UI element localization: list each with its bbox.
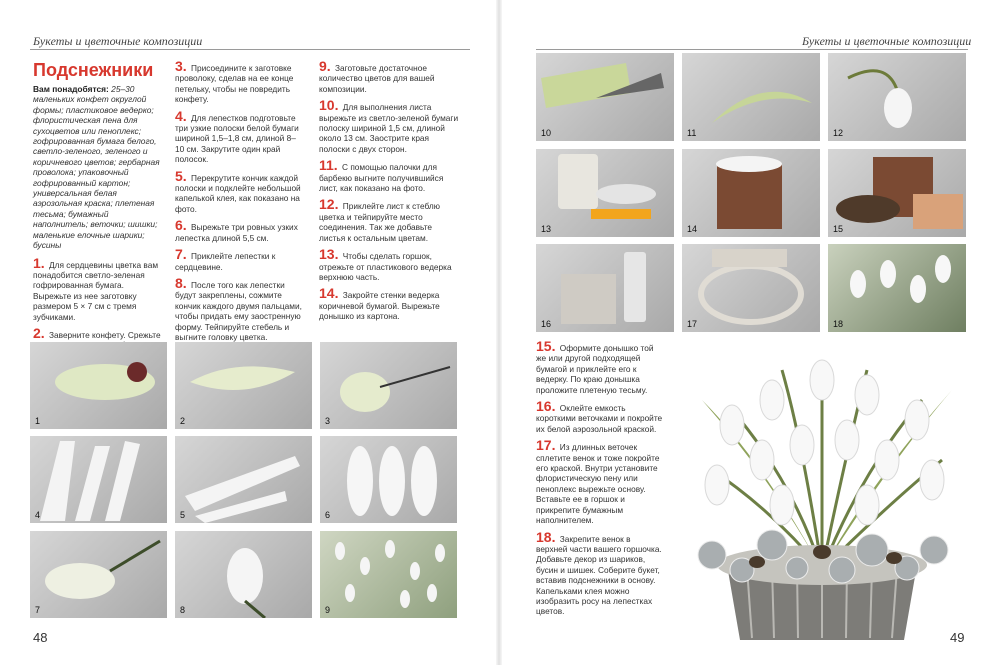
photo-step-7 bbox=[30, 531, 167, 618]
step-text: С помощью палочки для барбекю выгните получившийся лист, как показано на фото. bbox=[319, 162, 444, 194]
photo-step-10 bbox=[536, 53, 674, 141]
step-16 bbox=[536, 400, 664, 434]
photo-step-6 bbox=[320, 436, 457, 523]
step-text: Заготовьте достаточное количество цветов для вашей композиции. bbox=[319, 63, 435, 94]
step-number: 13. bbox=[319, 246, 339, 263]
step-text: Вырежьте три ровных узких лепестка длиной 5,5 см. bbox=[175, 222, 298, 243]
article-title: Подснежники bbox=[33, 60, 154, 80]
step-number: 1. bbox=[33, 254, 45, 271]
step-10 bbox=[319, 99, 459, 154]
step-15 bbox=[536, 340, 664, 395]
step-text: Для сердцевины цветка вам понадобится светло-зеленая гофрированная бумага. Вырежьте из нее заготовку размером 5 × 7 см с тремя зубчиками. bbox=[33, 259, 159, 322]
step-text: Для выполнения листа вырежьте из светло-зеленой бумаги полоску шириной 1,5 см, длиной около 13 см. Заострите края полоски с двух сторон. bbox=[319, 102, 459, 154]
photo-step-2 bbox=[175, 342, 312, 429]
materials-list bbox=[33, 84, 161, 251]
photo-step-1 bbox=[30, 342, 167, 429]
photo-number: 3 bbox=[325, 416, 331, 426]
header-rule-right bbox=[536, 49, 968, 50]
photo-step-8 bbox=[175, 531, 312, 618]
photo-step-13 bbox=[536, 149, 674, 237]
step-7 bbox=[175, 248, 303, 272]
step-number: 7. bbox=[175, 246, 187, 263]
photo-step-12 bbox=[828, 53, 966, 141]
step-9 bbox=[319, 60, 459, 94]
materials-text: 25–30 маленьких конфет округлой формы; пластиковое ведерко; флористическая пена для сухоцветов или пеноплекс; гофрированная бумага белого, светло-зеленого, зеленого и коричневого цветов; гербарная проволока; упаковочный гофрированный картон; универсальная белая аэрозольная краска; плетеная тесьма; бумажный наполнитель; веточки; шишки; маленькие елочные шарики; бусины bbox=[33, 84, 160, 251]
step-number: 15. bbox=[536, 338, 556, 354]
photo-number: 17 bbox=[687, 319, 698, 329]
running-header-left: Букеты и цветочные композиции bbox=[33, 34, 203, 48]
photo-number: 4 bbox=[35, 510, 41, 520]
page-number-right: 49 bbox=[950, 630, 965, 645]
step-text: Перекрутите кончик каждой полоски и подклейте небольшой капелькой клея, как показано на фото. bbox=[175, 172, 301, 214]
step-text: Оформите донышко той же или другой подходящей бумагой и приклейте его к ведерку. По краю донышка проложите плетеную тесьму. bbox=[536, 343, 654, 395]
step-number: 2. bbox=[33, 324, 45, 341]
step-number: 9. bbox=[319, 58, 331, 74]
photo-number: 8 bbox=[180, 605, 186, 615]
step-3 bbox=[175, 60, 303, 105]
photo-step-3 bbox=[320, 342, 457, 429]
photo-step-5 bbox=[175, 436, 312, 523]
step-number: 14. bbox=[319, 285, 339, 302]
step-number: 17. bbox=[536, 437, 556, 454]
step-text: Закройте стенки ведерка коричневой бумагой. Вырежьте донышко из картона. bbox=[319, 290, 440, 322]
step-number: 8. bbox=[175, 274, 187, 291]
step-number: 11. bbox=[319, 157, 338, 174]
step-text: Приклейте лепестки к сердцевине. bbox=[175, 251, 276, 272]
running-header-right: Букеты и цветочные композиции bbox=[802, 34, 972, 48]
column-1 bbox=[33, 84, 161, 372]
photo-number: 13 bbox=[541, 224, 552, 234]
photo-number: 12 bbox=[833, 128, 844, 138]
page-number-left: 48 bbox=[33, 630, 48, 645]
photo-number: 5 bbox=[180, 510, 186, 520]
materials-label: Вам понадобятся: bbox=[33, 84, 109, 94]
photo-number: 15 bbox=[833, 224, 844, 234]
step-8 bbox=[175, 274, 303, 342]
step-number: 5. bbox=[175, 167, 187, 184]
step-text: Присоедините к заготовке проволоку, сделав на ее конце петельку, чтобы не повредить конфету. bbox=[175, 63, 294, 105]
step-number: 4. bbox=[175, 107, 187, 124]
step-12 bbox=[319, 198, 459, 243]
photo-number: 6 bbox=[325, 510, 331, 520]
photo-number: 16 bbox=[541, 319, 552, 329]
step-text: Оклейте емкость короткими веточками и покройте их белой аэрозольной краской. bbox=[536, 403, 663, 434]
photo-number: 11 bbox=[687, 128, 697, 138]
photo-step-11 bbox=[682, 53, 820, 141]
step-number: 16. bbox=[536, 398, 556, 415]
photo-number: 2 bbox=[180, 416, 186, 426]
step-13 bbox=[319, 248, 459, 282]
step-18 bbox=[536, 528, 664, 617]
step-text: Заверните конфету. Срежьте bbox=[49, 329, 161, 340]
step-text: После того как лепестки будут закреплены, сожмите кончик каждого двумя пальцами, чтобы придать ему заостренную форму. Тейпируйте стебель и выгните головку цветка. bbox=[175, 279, 302, 342]
step-number: 10. bbox=[319, 97, 339, 114]
step-text: Из длинных веточек сплетите венок и тоже покройте его краской. Внутри установите флористическую пену или пеноплекс вырежьте основу. Вставьте ее в горшок и прикрепите бумажным наполнителем. bbox=[536, 442, 660, 526]
step-text: Закрепите венок в верхней части вашего горшочка. Добавьте декор из шариков, бусин и шишек. Соберите букет, вставив подснежники в основу. Капельками клея можно изобразить росу на лепестках цветов. bbox=[536, 533, 662, 617]
step-text: Чтобы сделать горшок, отрежьте от пластикового ведерка верхнюю часть. bbox=[319, 251, 452, 282]
step-number: 12. bbox=[319, 196, 339, 213]
step-17 bbox=[536, 439, 664, 525]
photo-step-17 bbox=[682, 244, 820, 332]
step-5 bbox=[175, 167, 303, 215]
photo-number: 14 bbox=[687, 224, 698, 234]
photo-number: 9 bbox=[325, 605, 331, 615]
finished-bouquet-image bbox=[672, 340, 972, 650]
photo-step-14 bbox=[682, 149, 820, 237]
column-3 bbox=[319, 60, 459, 322]
step-number: 6. bbox=[175, 217, 187, 234]
step-4 bbox=[175, 107, 303, 165]
header-rule-left bbox=[30, 49, 470, 50]
photo-step-4 bbox=[30, 436, 167, 523]
photo-number: 1 bbox=[35, 416, 41, 426]
photo-step-18 bbox=[828, 244, 966, 332]
photo-number: 18 bbox=[833, 319, 844, 329]
photo-number: 10 bbox=[541, 128, 552, 138]
step-text: Приклейте лист к стеблю цветка и тейпируйте место соединения. Так же добавьте листья к остальным цветам. bbox=[319, 201, 440, 243]
step-number: 3. bbox=[175, 58, 187, 74]
photo-step-15 bbox=[828, 149, 966, 237]
step-1 bbox=[33, 254, 161, 322]
photo-number: 7 bbox=[35, 605, 41, 615]
photo-step-16 bbox=[536, 244, 674, 332]
photo-step-9 bbox=[320, 531, 457, 618]
step-14 bbox=[319, 287, 459, 321]
column-2 bbox=[175, 60, 303, 342]
step-6 bbox=[175, 219, 303, 243]
step-number: 18. bbox=[536, 528, 556, 545]
column-4 bbox=[536, 340, 664, 617]
page-gutter bbox=[496, 0, 502, 665]
step-11 bbox=[319, 159, 459, 193]
step-text: Для лепестков подготовьте три узкие полоски белой бумаги шириной 1,5–1,8 см, длиной 8–10 см. Закрутите один край полосок. bbox=[175, 112, 299, 165]
